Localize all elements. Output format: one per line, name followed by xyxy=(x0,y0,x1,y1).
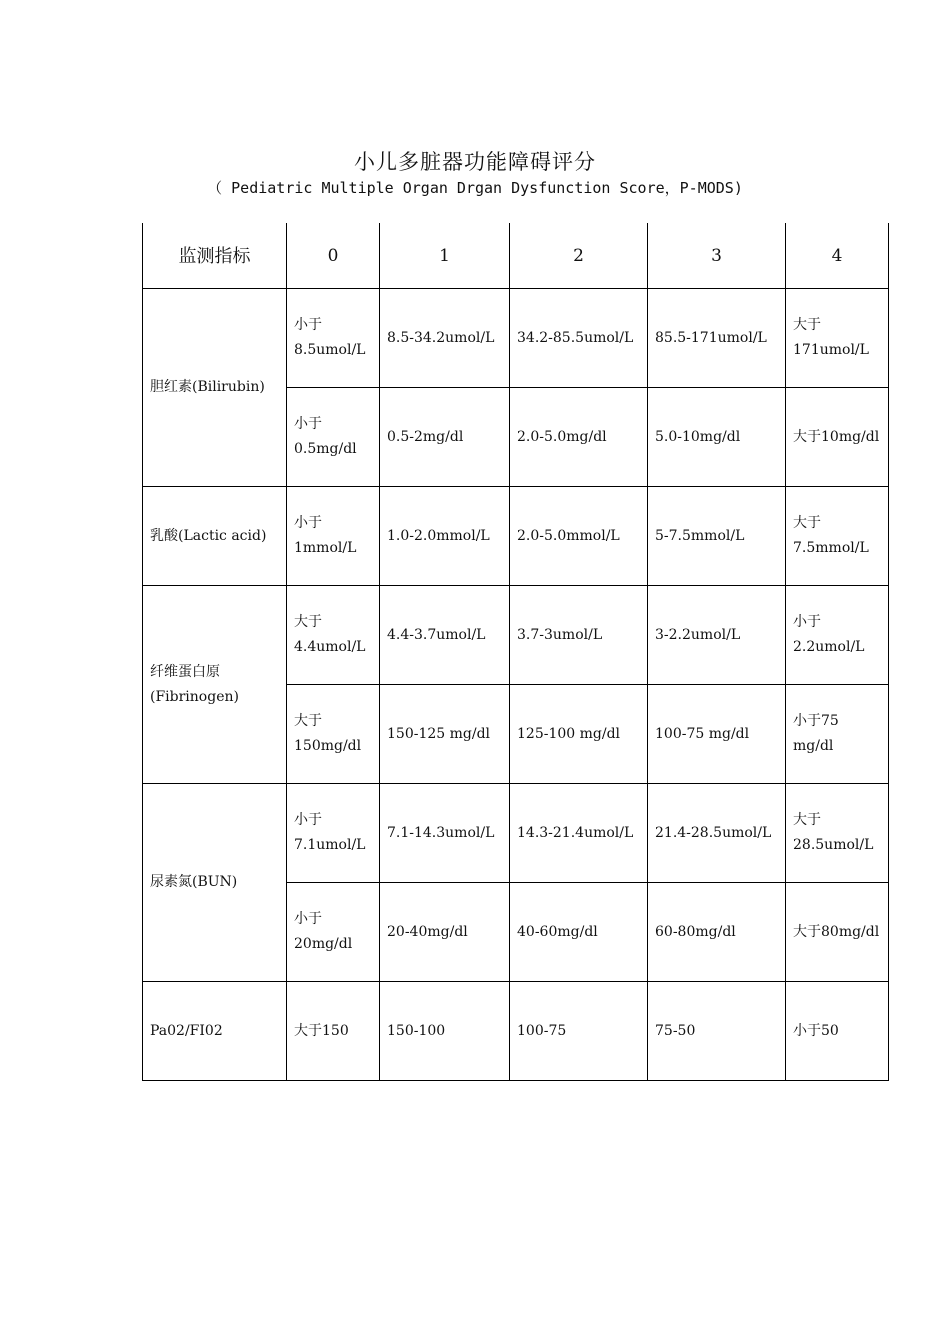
table-row xyxy=(143,982,889,1081)
page-subtitle: （ Pediatric Multiple Organ Drgan Dysfunction Score，P-MODS) xyxy=(207,179,743,197)
table-cell: 小于50 xyxy=(786,982,889,1081)
table-cell: 34.2-85.5umol/L xyxy=(510,289,648,388)
indicator-cell-fibrinogen: 纤维蛋白原(Fibrinogen) xyxy=(143,586,287,784)
table-cell: 21.4-28.5umol/L xyxy=(648,784,786,883)
table-cell: 小于1mmol/L xyxy=(287,487,380,586)
table-cell: 大于150mg/dl xyxy=(287,685,380,784)
indicator-cell-bun: 尿素氮(BUN) xyxy=(143,784,287,982)
indicator-cell-pao2-fio2: Pa02/FI02 xyxy=(143,982,287,1081)
table-cell: 5.0-10mg/dl xyxy=(648,388,786,487)
table-cell: 小于75 mg/dl xyxy=(786,685,889,784)
table-cell: 大于150 xyxy=(287,982,380,1081)
table-cell: 14.3-21.4umol/L xyxy=(510,784,648,883)
table-cell: 小于20mg/dl xyxy=(287,883,380,982)
table-cell: 3-2.2umol/L xyxy=(648,586,786,685)
page-title: 小儿多脏器功能障碍评分 xyxy=(354,150,596,174)
table-cell: 小于0.5mg/dl xyxy=(287,388,380,487)
header-cell-score-3: 3 xyxy=(648,224,786,289)
table-cell: 0.5-2mg/dl xyxy=(380,388,510,487)
table-row xyxy=(143,586,889,685)
table-cell: 150-125 mg/dl xyxy=(380,685,510,784)
table-cell: 3.7-3umol/L xyxy=(510,586,648,685)
table-row xyxy=(143,784,889,883)
table-cell: 85.5-171umol/L xyxy=(648,289,786,388)
table-cell: 大于171umol/L xyxy=(786,289,889,388)
table-cell: 大于7.5mmol/L xyxy=(786,487,889,586)
table-cell: 75-50 xyxy=(648,982,786,1081)
header-cell-score-1: 1 xyxy=(380,224,510,289)
table-cell: 小于8.5umol/L xyxy=(287,289,380,388)
table-cell: 8.5-34.2umol/L xyxy=(380,289,510,388)
indicator-cell-lactic-acid: 乳酸(Lactic acid) xyxy=(143,487,287,586)
header-cell-score-4: 4 xyxy=(786,224,889,289)
table-cell: 40-60mg/dl xyxy=(510,883,648,982)
table-cell: 60-80mg/dl xyxy=(648,883,786,982)
table-cell: 7.1-14.3umol/L xyxy=(380,784,510,883)
table-cell: 100-75 xyxy=(510,982,648,1081)
table-cell: 小于2.2umol/L xyxy=(786,586,889,685)
header-cell-score-2: 2 xyxy=(510,224,648,289)
table-cell: 小于7.1umol/L xyxy=(287,784,380,883)
table-cell: 2.0-5.0mg/dl xyxy=(510,388,648,487)
table-cell: 1.0-2.0mmol/L xyxy=(380,487,510,586)
table-cell: 大于4.4umol/L xyxy=(287,586,380,685)
table-cell: 大于80mg/dl xyxy=(786,883,889,982)
table-cell: 125-100 mg/dl xyxy=(510,685,648,784)
header-cell-indicator: 监测指标 xyxy=(143,224,287,289)
score-table xyxy=(142,223,889,1081)
table-cell: 大于28.5umol/L xyxy=(786,784,889,883)
header-row xyxy=(143,224,889,289)
header-cell-score-0: 0 xyxy=(287,224,380,289)
table-row xyxy=(143,487,889,586)
table-cell: 5-7.5mmol/L xyxy=(648,487,786,586)
table-cell: 2.0-5.0mmol/L xyxy=(510,487,648,586)
table-cell: 100-75 mg/dl xyxy=(648,685,786,784)
table-cell: 4.4-3.7umol/L xyxy=(380,586,510,685)
table-cell: 20-40mg/dl xyxy=(380,883,510,982)
table-cell: 150-100 xyxy=(380,982,510,1081)
table-row xyxy=(143,289,889,388)
indicator-cell-bilirubin: 胆红素(Bilirubin) xyxy=(143,289,287,487)
table-cell: 大于10mg/dl xyxy=(786,388,889,487)
